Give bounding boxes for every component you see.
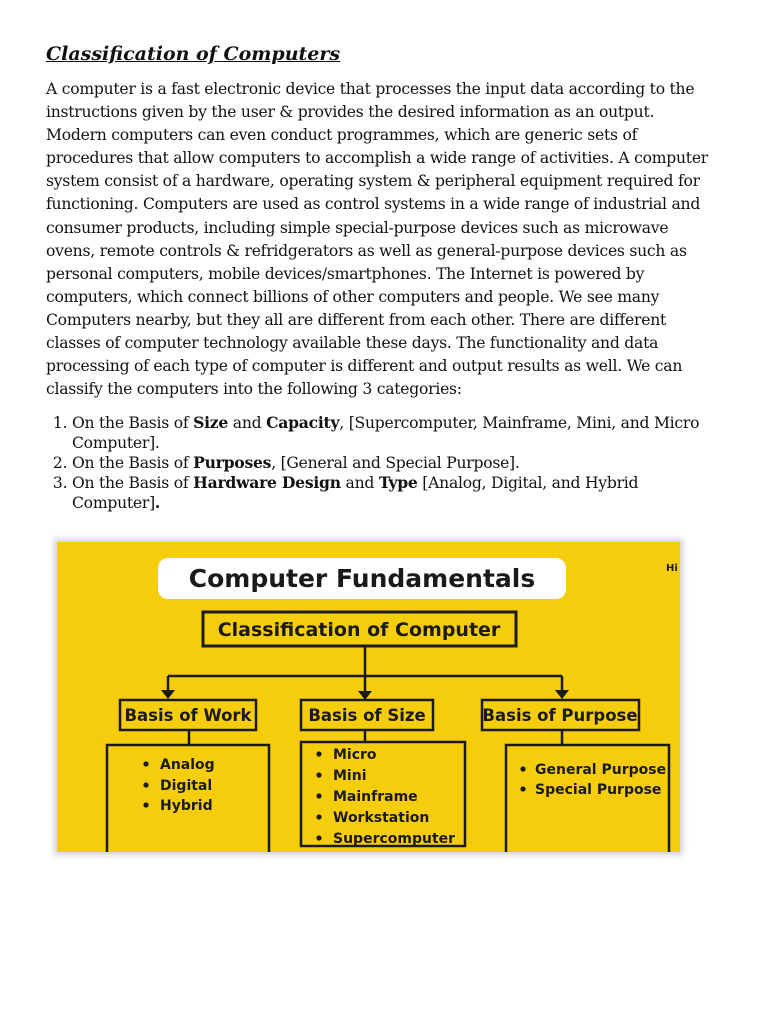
document-page <box>46 40 711 513</box>
list-item: 3. On the Basis of Hardware Design and Type [Analog, Digital, and Hybrid Computer]. <box>72 473 711 513</box>
list-item: Special Purpose <box>535 782 662 798</box>
list-item: Analog <box>160 757 215 773</box>
list-item: Workstation <box>333 810 430 826</box>
list-item: Mini <box>333 768 367 784</box>
list-item: Mainframe <box>333 789 418 805</box>
category-list <box>46 413 711 513</box>
branch-label-purpose: Basis of Purpose <box>482 706 638 725</box>
diagram-title: Computer Fundamentals <box>188 564 536 593</box>
arrowheads <box>161 690 569 700</box>
branch-label-work: Basis of Work <box>124 706 252 725</box>
branch-label-size: Basis of Size <box>308 706 426 725</box>
list-item: Micro <box>333 747 377 763</box>
list-item: General Purpose <box>535 762 667 778</box>
document-title: Classification of Computers <box>46 43 341 65</box>
list-item: Hybrid <box>160 798 213 814</box>
diagram-svg <box>57 542 680 852</box>
list-item: Supercomputer <box>333 831 456 847</box>
list-item: Digital <box>160 778 213 794</box>
intro-paragraph: A computer is a fast electronic device that processes the input data according to the instructions given by the user & provides the desired information as an output. Modern computers can even conduct programmes, which are generic sets of procedures that allow computers to accomplish a wide range of activities. A computer system consist of a hardware, operating system & peripheral equipment required for functioning. Computers are used as control systems in a wide range of industrial and consumer products, including simple special-purpose devices such as microwave ovens, remote controls & refridgerators as well as general-purpose devices such as personal computers, mobile devices/smartphones. The Internet is powered by computers, which connect billions of other computers and people. We see many Computers nearby, but they all are different from each other. There are different classes of computer technology available these days. The functionality and data processing of each type of computer is different and output results as well. We can classify the computers into the following 3 categories: <box>46 80 709 399</box>
corner-watermark: Hi <box>666 563 678 574</box>
classification-diagram-image <box>57 542 680 852</box>
list-item: 2. On the Basis of Purposes, [General and Special Purpose]. <box>72 453 711 473</box>
root-label: Classification of Computer <box>217 619 501 641</box>
list-item: 1. On the Basis of Size and Capacity, [Supercomputer, Mainframe, Mini, and Micro Computer]. <box>72 413 711 453</box>
